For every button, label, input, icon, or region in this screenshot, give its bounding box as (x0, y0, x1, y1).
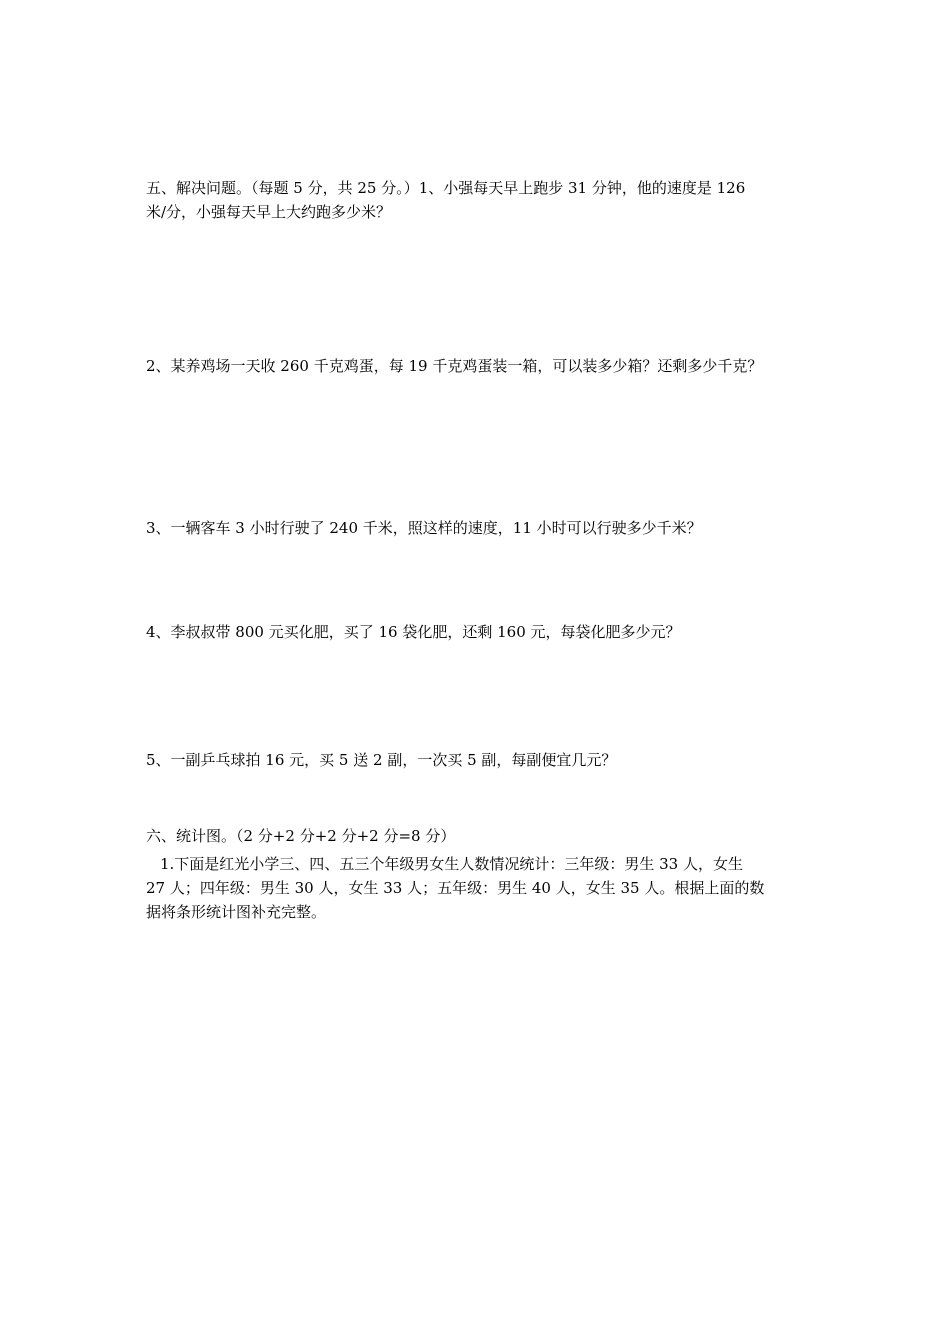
section5-q3: 3、一辆客车 3 小时行驶了 240 千米，照这样的速度，11 小时可以行驶多少千米？ (146, 519, 702, 537)
section6-q1-line3: 据将条形统计图补充完整。 (146, 903, 327, 921)
section6-q1-line2: 27 人；四年级：男生 30 人，女生 33 人；五年级：男生 40 人，女生 35 人。根据上面的数 (146, 879, 765, 897)
section6-q1-line1: 1.下面是红光小学三、四、五三个年级男女生人数情况统计：三年级：男生 33 人，女生 (160, 855, 743, 873)
section5-q5: 5、一副乒乓球拍 16 元，买 5 送 2 副，一次买 5 副，每副便宜几元？ (146, 751, 617, 769)
section5-q2: 2、某养鸡场一天收 260 千克鸡蛋，每 19 千克鸡蛋装一箱，可以装多少箱？还剩多少千克？ (146, 357, 763, 375)
section5-q4: 4、李叔叔带 800 元买化肥，买了 16 袋化肥，还剩 160 元，每袋化肥多少元？ (146, 623, 681, 641)
section5-heading-q1-line1: 五、解决问题。（每题 5 分，共 25 分。）1、小强每天早上跑步 31 分钟，他的速度是 126 (146, 179, 746, 197)
section6-heading: 六、统计图。（2 分+2 分+2 分+2 分=8 分） (146, 827, 456, 845)
section5-q1-line2: 米/分，小强每天早上大约跑多少米？ (146, 203, 392, 221)
